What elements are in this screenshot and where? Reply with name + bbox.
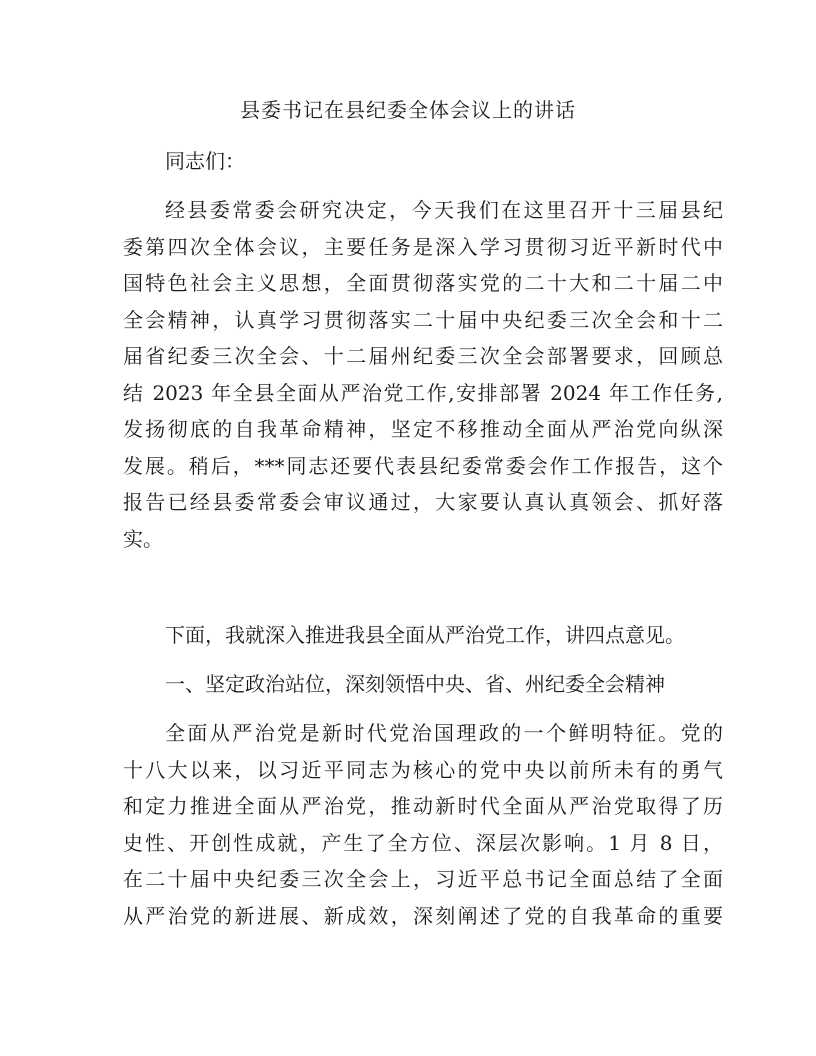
paragraph-line: 十八大以来，以习近平同志为核心的党中央以前所未有的勇气 <box>123 757 723 782</box>
salutation <box>123 143 723 180</box>
paragraph-line: 史性、开创性成就，产生了全方位、深层次影响。1 月 8 日， <box>123 830 723 855</box>
paragraph-opening <box>123 192 723 557</box>
paragraph-line: 全面从严治党是新时代党治国理政的一个鲜明特征。党的 <box>165 721 723 745</box>
paragraph-line: 结 2023 年全县全面从严治党工作,安排部署 2024 年工作任务, <box>123 380 723 405</box>
salutation-text: 同志们： <box>165 149 245 173</box>
section-heading-text: 一、坚定政治站位，深刻领悟中央、省、州纪委全会精神 <box>165 672 665 696</box>
paragraph-section-one <box>123 715 723 934</box>
paragraph-line: 在二十届中央纪委三次全会上，习近平总书记全面总结了全面 <box>123 867 723 891</box>
paragraph-line: 国特色社会主义思想，全面贯彻落实党的二十大和二十届二中 <box>123 271 723 295</box>
paragraph-line: 发扬彻底的自我革命精神，坚定不移推动全面从严治党向纵深 <box>123 417 723 441</box>
section-heading-one <box>123 666 723 703</box>
document-title: 县委书记在县纪委全体会议上的讲话 <box>240 98 576 122</box>
paragraph-line: 经县委常委会研究决定，今天我们在这里召开十三届县纪 <box>165 198 723 222</box>
paragraph-line: 和定力推进全面从严治党，推动新时代全面从严治党取得了历 <box>123 794 723 818</box>
paragraph-outline <box>123 617 723 654</box>
paragraph-line: 报告已经县委常委会审议通过，大家要认真认真领会、抓好落 <box>123 490 723 514</box>
paragraph-line: 实。 <box>123 526 163 551</box>
paragraph-line: 委第四次全体会议，主要任务是深入学习贯彻习近平新时代中 <box>123 234 723 259</box>
paragraph-line: 全会精神，认真学习贯彻落实二十届中央纪委三次全会和十二 <box>123 307 723 332</box>
paragraph-line: 下面，我就深入推进我县全面从严治党工作，讲四点意见。 <box>165 623 685 647</box>
paragraph-line: 从严治党的新进展、新成效，深刻阐述了党的自我革命的重要 <box>123 903 723 928</box>
paragraph-line: 届省纪委三次全会、十二届州纪委三次全会部署要求，回顾总 <box>123 344 723 368</box>
paragraph-line: 发展。稍后，***同志还要代表县纪委常委会作工作报告，这个 <box>123 453 723 478</box>
